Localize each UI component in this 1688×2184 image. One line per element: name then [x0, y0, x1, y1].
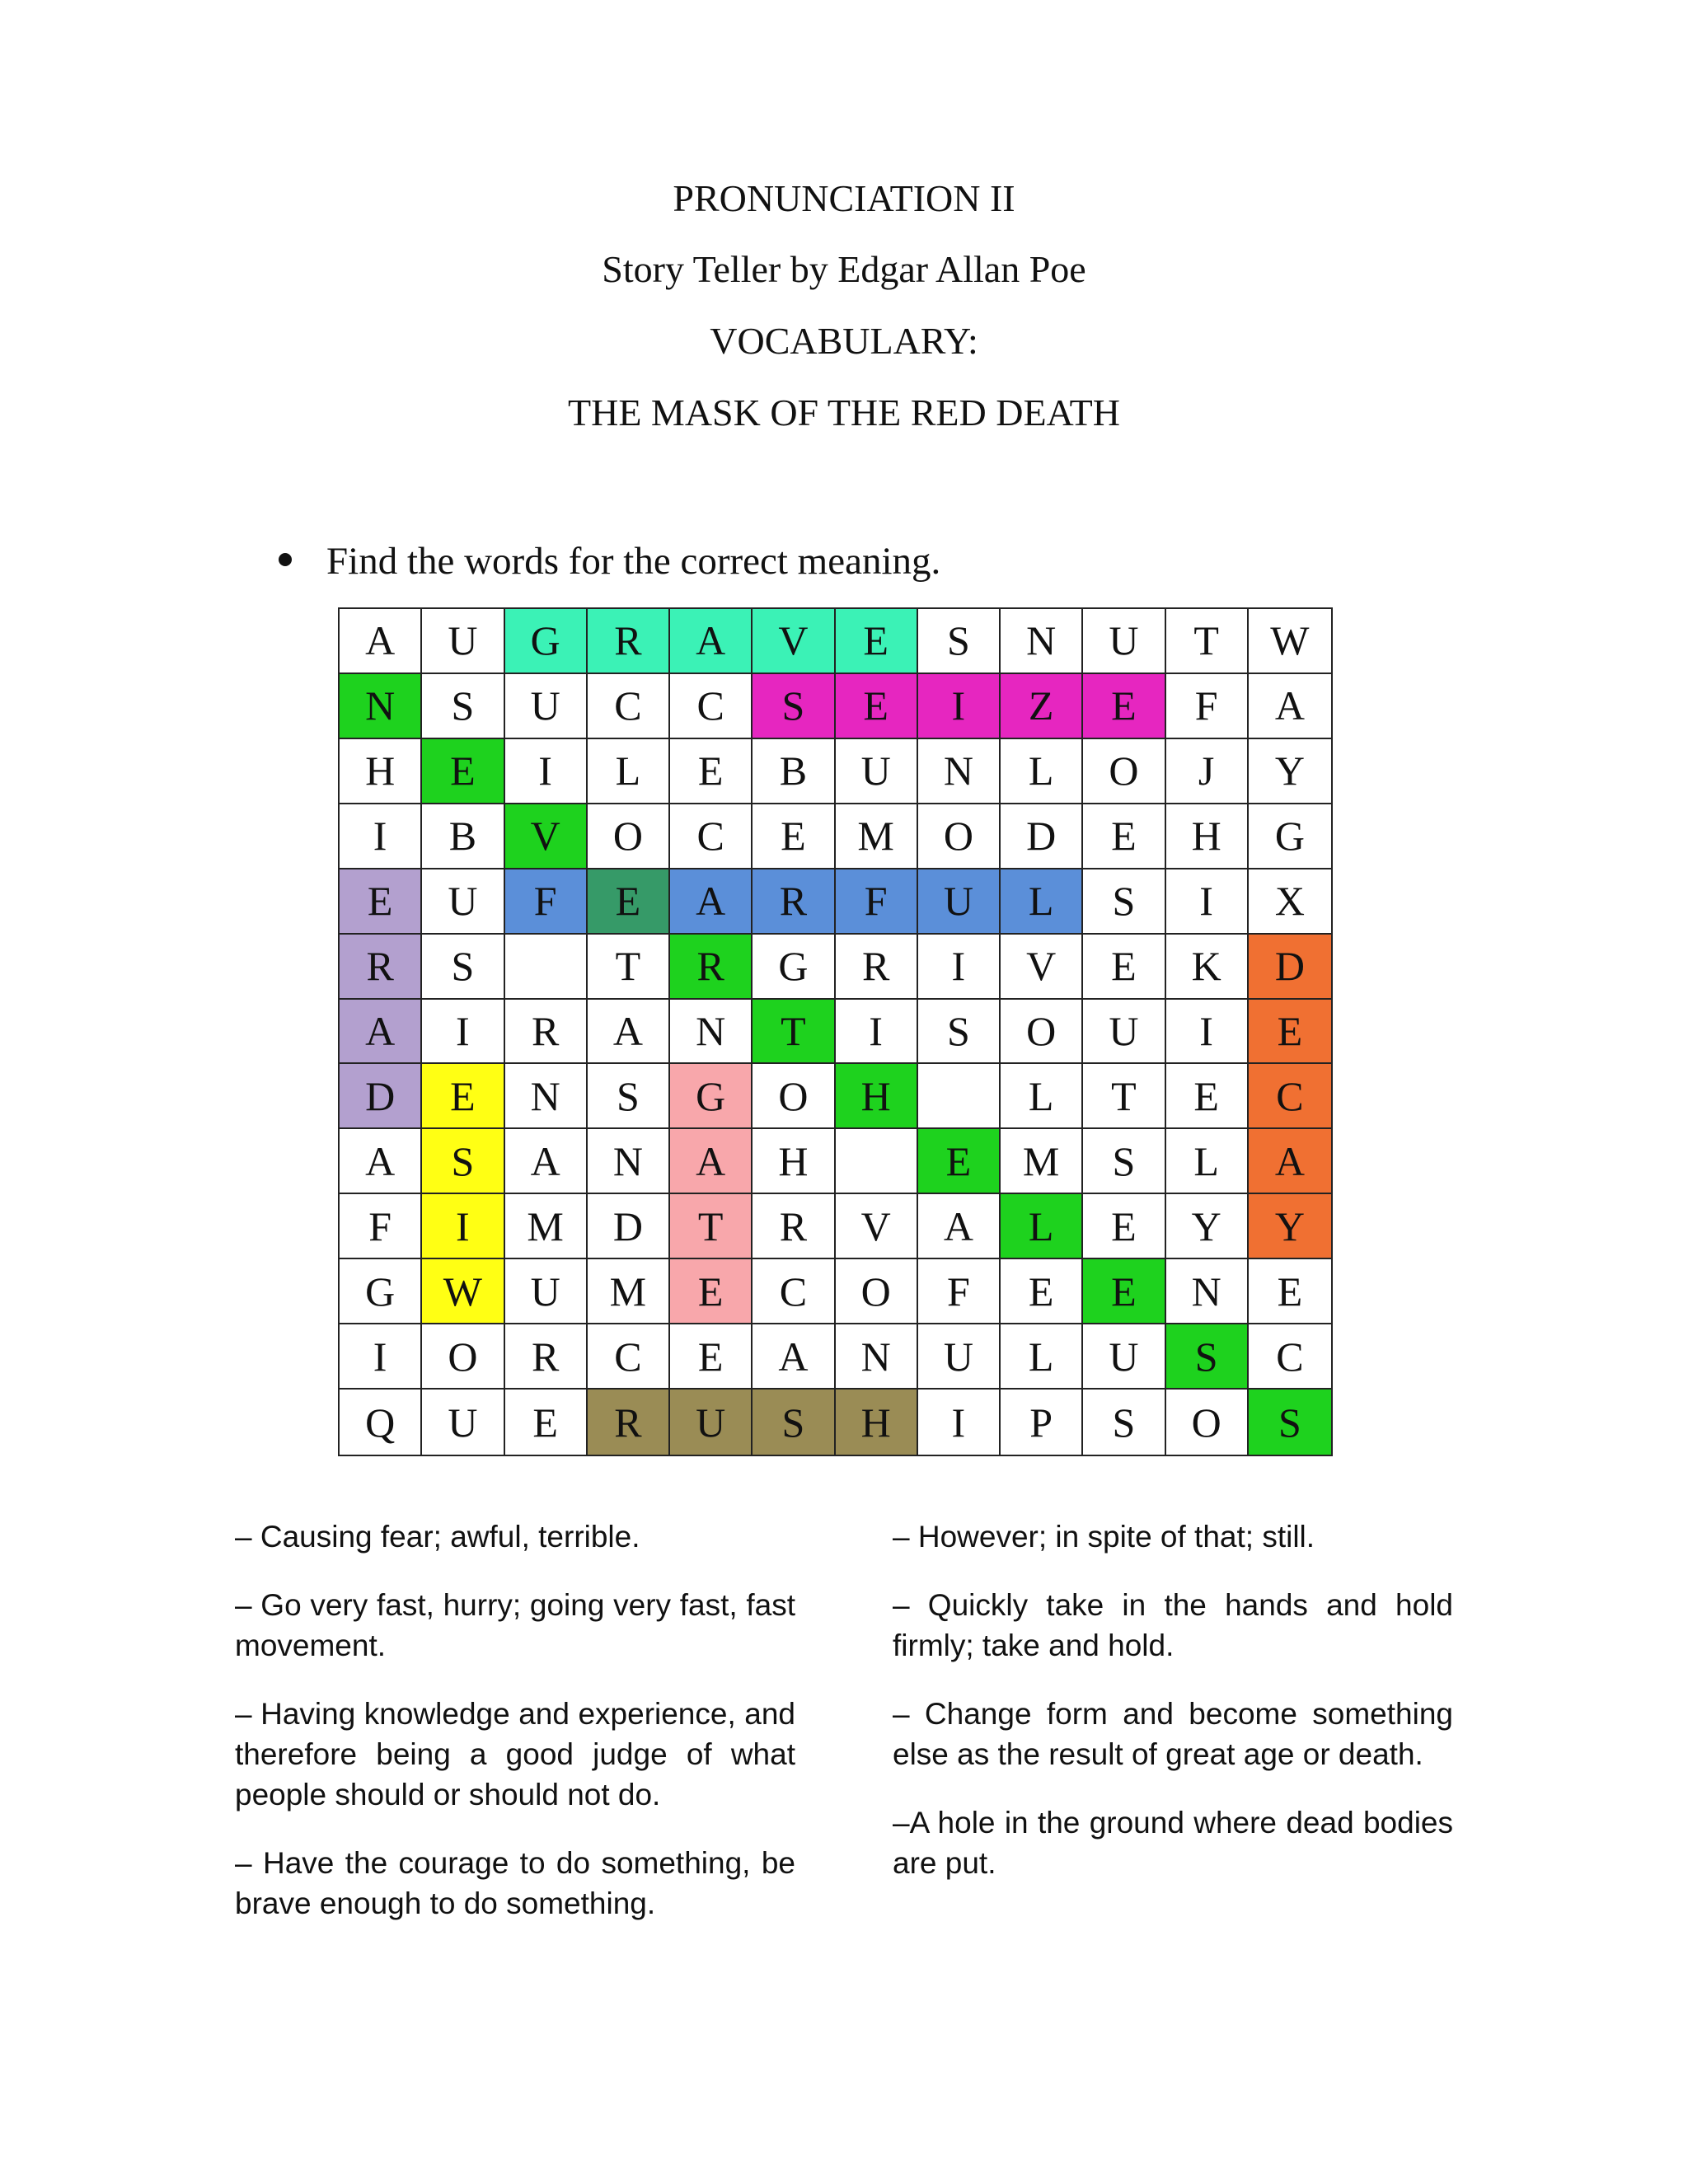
grid-cell: R [836, 935, 918, 1000]
definition-item: – Quickly take in the hands and hold firmly; take and hold. [893, 1588, 1453, 1662]
grid-cell: L [1001, 1064, 1083, 1129]
grid-cell: L [1001, 739, 1083, 804]
grid-cell: N [588, 1129, 670, 1194]
grid-cell: K [1166, 935, 1249, 1000]
grid-cell: T [588, 935, 670, 1000]
grid-cell: O [588, 804, 670, 869]
grid-cell: M [505, 1194, 588, 1259]
grid-cell: I [918, 674, 1001, 739]
story-title: THE MASK OF THE RED DEATH [568, 391, 1120, 434]
instruction [279, 539, 940, 583]
bullet-dot-icon [279, 553, 292, 566]
grid-cell: O [918, 804, 1001, 869]
grid-cell: E [422, 739, 504, 804]
grid-cell: Y [1166, 1194, 1249, 1259]
grid-cell: H [340, 739, 422, 804]
grid-cell: U [918, 869, 1001, 935]
grid-cell: Y [1249, 1194, 1331, 1259]
grid-cell: E [670, 739, 753, 804]
grid-cell: R [753, 1194, 835, 1259]
grid-cell: U [918, 1324, 1001, 1390]
grid-cell: M [588, 1259, 670, 1324]
definition-item: – Having knowledge and experience, and therefore being a good judge of what people should or should not do. [235, 1697, 795, 1811]
grid-cell: I [836, 1000, 918, 1065]
grid-cell: A [1249, 674, 1331, 739]
grid-cell: U [1083, 1324, 1165, 1390]
grid-cell: S [1083, 1390, 1165, 1455]
grid-cell: I [505, 739, 588, 804]
grid-cell: R [505, 1000, 588, 1065]
grid-cell: X [1249, 869, 1331, 935]
grid-cell: M [836, 804, 918, 869]
grid-cell: U [422, 869, 504, 935]
grid-cell: I [918, 935, 1001, 1000]
grid-cell: D [588, 1194, 670, 1259]
grid-cell: P [1001, 1390, 1083, 1455]
grid-cell [505, 935, 588, 1000]
grid-cell: E [1083, 674, 1165, 739]
grid-cell: N [1166, 1259, 1249, 1324]
grid-cell: V [505, 804, 588, 869]
grid-cell: H [753, 1129, 835, 1194]
grid-cell: W [422, 1259, 504, 1324]
grid-cell: A [670, 1129, 753, 1194]
section-label: VOCABULARY: [710, 320, 978, 362]
grid-cell: L [588, 739, 670, 804]
grid-cell: A [340, 1000, 422, 1065]
grid-cell: V [836, 1194, 918, 1259]
grid-cell: C [670, 674, 753, 739]
grid-cell: A [670, 609, 753, 674]
page-title: PRONUNCIATION II [673, 177, 1015, 219]
grid-cell: S [918, 609, 1001, 674]
grid-cell: E [505, 1390, 588, 1455]
grid-cell: E [1166, 1064, 1249, 1129]
grid-cell: U [670, 1390, 753, 1455]
grid-cell: E [1083, 935, 1165, 1000]
grid-cell: R [753, 869, 835, 935]
grid-cell: E [836, 674, 918, 739]
grid-cell: G [340, 1259, 422, 1324]
grid-cell: N [1001, 609, 1083, 674]
grid-cell: N [670, 1000, 753, 1065]
grid-cell: A [918, 1194, 1001, 1259]
grid-cell: I [422, 1194, 504, 1259]
grid-cell: B [422, 804, 504, 869]
grid-cell: U [422, 1390, 504, 1455]
grid-cell: B [753, 739, 835, 804]
grid-cell: T [1083, 1064, 1165, 1129]
grid-cell: G [505, 609, 588, 674]
grid-cell: N [340, 674, 422, 739]
grid-cell: C [1249, 1064, 1331, 1129]
grid-cell: J [1166, 739, 1249, 804]
grid-cell: C [753, 1259, 835, 1324]
grid-cell: S [918, 1000, 1001, 1065]
grid-cell: W [1249, 609, 1331, 674]
definitions-right-column [893, 1516, 1453, 1911]
grid-cell: L [1166, 1129, 1249, 1194]
grid-cell: D [1001, 804, 1083, 869]
grid-cell: R [588, 609, 670, 674]
grid-cell: U [1083, 1000, 1165, 1065]
grid-cell: O [1166, 1390, 1249, 1455]
grid-cell: E [670, 1259, 753, 1324]
grid-cell: N [505, 1064, 588, 1129]
grid-cell: R [340, 935, 422, 1000]
grid-cell: T [753, 1000, 835, 1065]
grid-cell: C [1249, 1324, 1331, 1390]
grid-cell: S [588, 1064, 670, 1129]
grid-cell: E [1249, 1000, 1331, 1065]
grid-cell: C [588, 1324, 670, 1390]
grid-cell: D [340, 1064, 422, 1129]
grid-cell: S [753, 1390, 835, 1455]
definition-item: – Causing fear; awful, terrible. [235, 1520, 640, 1554]
grid-cell: V [1001, 935, 1083, 1000]
grid-cell: S [1166, 1324, 1249, 1390]
grid-cell: O [1083, 739, 1165, 804]
grid-cell: O [753, 1064, 835, 1129]
subtitle-author: Story Teller by Edgar Allan Poe [602, 248, 1086, 290]
grid-cell: I [340, 1324, 422, 1390]
grid-cell: E [1083, 1194, 1165, 1259]
grid-cell: F [505, 869, 588, 935]
grid-cell: N [918, 739, 1001, 804]
grid-cell: S [1083, 869, 1165, 935]
definition-item: – However; in spite of that; still. [893, 1520, 1315, 1554]
grid-cell: E [753, 804, 835, 869]
grid-cell: Z [1001, 674, 1083, 739]
grid-cell: A [1249, 1129, 1331, 1194]
grid-cell: A [340, 609, 422, 674]
grid-cell: E [1001, 1259, 1083, 1324]
grid-cell: T [670, 1194, 753, 1259]
grid-cell: L [1001, 869, 1083, 935]
grid-cell: O [422, 1324, 504, 1390]
definition-item: – Change form and become something else as the result of great age or death. [893, 1697, 1453, 1771]
grid-cell: I [1166, 1000, 1249, 1065]
grid-cell: U [505, 1259, 588, 1324]
instruction-text: Find the words for the correct meaning. [326, 540, 941, 583]
grid-cell: E [1083, 1259, 1165, 1324]
grid-cell: E [1083, 804, 1165, 869]
grid-cell: T [1166, 609, 1249, 674]
grid-cell: H [1166, 804, 1249, 869]
grid-cell: S [422, 935, 504, 1000]
grid-cell: Y [1249, 739, 1331, 804]
grid-cell [918, 1064, 1001, 1129]
grid-cell: I [1166, 869, 1249, 935]
grid-cell: A [670, 869, 753, 935]
grid-cell: N [836, 1324, 918, 1390]
word-search-grid [338, 607, 1333, 1456]
grid-cell: L [1001, 1324, 1083, 1390]
grid-cell: M [1001, 1129, 1083, 1194]
grid-cell: R [670, 935, 753, 1000]
grid-cell: I [422, 1000, 504, 1065]
grid-cell: S [1249, 1390, 1331, 1455]
grid-cell: H [836, 1390, 918, 1455]
grid-cell: F [340, 1194, 422, 1259]
grid-cell: C [670, 804, 753, 869]
grid-cell: S [422, 674, 504, 739]
grid-cell: H [836, 1064, 918, 1129]
grid-cell: I [918, 1390, 1001, 1455]
grid-cell: I [340, 804, 422, 869]
grid-cell: L [1001, 1194, 1083, 1259]
grid-cell: A [753, 1324, 835, 1390]
grid-cell [836, 1129, 918, 1194]
grid-cell: C [588, 674, 670, 739]
grid-cell: G [753, 935, 835, 1000]
grid-cell: S [422, 1129, 504, 1194]
grid-cell: F [918, 1259, 1001, 1324]
grid-cell: A [340, 1129, 422, 1194]
grid-cell: A [505, 1129, 588, 1194]
grid-cell: E [918, 1129, 1001, 1194]
grid-cell: E [836, 609, 918, 674]
grid-cell: E [422, 1064, 504, 1129]
grid-cell: E [670, 1324, 753, 1390]
grid-cell: E [588, 869, 670, 935]
grid-cell: R [588, 1390, 670, 1455]
grid-cell: U [1083, 609, 1165, 674]
grid-cell: U [422, 609, 504, 674]
grid-cell: F [1166, 674, 1249, 739]
grid-cell: V [753, 609, 835, 674]
grid-cell: U [505, 674, 588, 739]
grid-cell: S [753, 674, 835, 739]
definition-item: – Go very fast, hurry; going very fast, fast movement. [235, 1588, 795, 1662]
grid-cell: F [836, 869, 918, 935]
grid-cell: G [670, 1064, 753, 1129]
grid-cell: G [1249, 804, 1331, 869]
grid-cell: E [340, 869, 422, 935]
definition-item: – Have the courage to do something, be brave enough to do something. [235, 1846, 795, 1920]
grid-cell: E [1249, 1259, 1331, 1324]
grid-cell: Q [340, 1390, 422, 1455]
grid-cell: O [836, 1259, 918, 1324]
grid-cell: S [1083, 1129, 1165, 1194]
grid-cell: O [1001, 1000, 1083, 1065]
grid-cell: D [1249, 935, 1331, 1000]
grid-cell: A [588, 1000, 670, 1065]
grid-cell: U [836, 739, 918, 804]
grid-cell: R [505, 1324, 588, 1390]
definition-item: –A hole in the ground where dead bodies are put. [893, 1806, 1453, 1880]
definitions-left-column [235, 1516, 795, 1952]
